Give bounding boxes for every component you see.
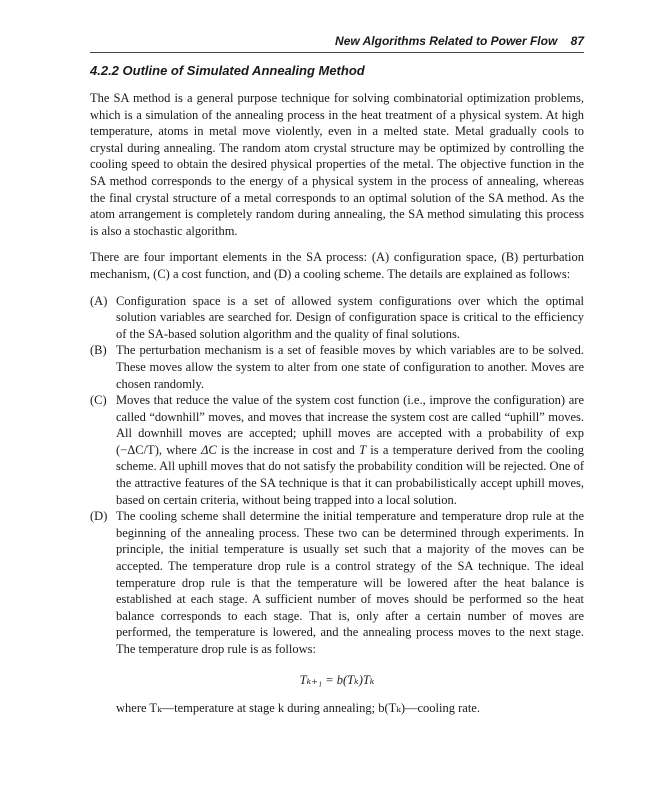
list-item-label: (B) xyxy=(90,343,107,358)
list-item-label: (A) xyxy=(90,293,108,308)
list-item-text: The cooling scheme shall determine the initial temperature and temperature drop rule at the beginning of the annealing process. These two can be determined through experiments. In principle, the initial temperature is usually set such that a majority of the moves can be accepted. The temperature drop rule is a control strategy of the SA technique. The ideal temperature drop rule is that the temperature will be lowered after the heat balance is established at each stage. A sufficient number of moves should be performed so the heat balance corresponds to each stage. That is, only after a certain number of moves are performed, the temperature is lowered, and the annealing process moves to the next stage. The temperature drop rule is as follows: xyxy=(116,509,584,656)
symbol-delta-c: ΔC xyxy=(201,442,217,457)
running-title: New Algorithms Related to Power Flow xyxy=(335,34,558,48)
page-number: 87 xyxy=(570,34,584,48)
section-title: 4.2.2 Outline of Simulated Annealing Method xyxy=(90,63,365,78)
body-text xyxy=(90,90,584,717)
list-item-text: The perturbation mechanism is a set of feasible moves by which variables are to be solved. These moves allow the system to alter from one state of configuration to another. Moves are chosen randomly. xyxy=(116,343,584,391)
paragraph-elements: There are four important elements in the SA process: (A) configuration space, (B) perturbation mechanism, (C) a cost function, and (D) a cooling scheme. The details are explained as follows: xyxy=(90,250,584,281)
list-item-text-part: is a temperature derived from the cooling scheme. All uphill moves that do not satisfy the probability condition will be rejected. One of the attractive features of the SA technique is that it can probabilistically accept uphill moves, based on certain criteria, without being trapped into a local solution. xyxy=(116,442,584,507)
list-item-c xyxy=(90,392,584,508)
equation-temperature-drop: Tₖ₊₁ = b(Tₖ)Tₖ xyxy=(299,672,375,687)
list-item-b xyxy=(90,342,584,392)
symbol-t: T xyxy=(359,442,367,457)
list-item-a xyxy=(90,293,584,343)
paragraph-intro: The SA method is a general purpose technique for solving combinatorial optimization problems, which is a simulation of the annealing process in the heat treatment of a physical system. At high temperature, atoms in metal move violently, even in a melted state. Metal gradually cools to crystal during annealing. The random atom crystal structure may be optimized by controlling the cooling speed to obtain the desired physical properties of the metal. The objective function in the SA method corresponds to the energy of a physical system in the process of annealing, whereas the final crystal structure of a metal corresponds to an optimal solution of the SA method. As the atom arrangement is completely random during annealing, the SA method simulating this process is also a stochastic algorithm. xyxy=(90,91,584,238)
running-header xyxy=(90,34,584,53)
list-item-text-part: Moves that reduce the value of the system cost function (i.e., improve the configuration) are called “downhill” moves, and moves that increase the system cost are called “uphill” moves. All downhill moves are accepted; uphill moves are accepted with a probability of exp (−ΔC/T), where xyxy=(116,393,584,457)
list-item-d xyxy=(90,508,584,657)
list-item-text xyxy=(116,392,584,508)
equation-where-line: where Tₖ—temperature at stage k during annealing; b(Tₖ)—cooling rate. xyxy=(116,701,480,716)
list-item-text: Configuration space is a set of allowed system configurations over which the optimal solution variables are searched for. Design of configuration space is critical to the efficiency of the SA-based solution algorithm and the quality of final solutions. xyxy=(116,293,584,341)
list-item-label: (C) xyxy=(90,393,107,408)
list-item-text-part: is the increase in cost and xyxy=(216,442,360,457)
elements-list xyxy=(90,293,584,658)
list-item-label: (D) xyxy=(90,509,108,524)
